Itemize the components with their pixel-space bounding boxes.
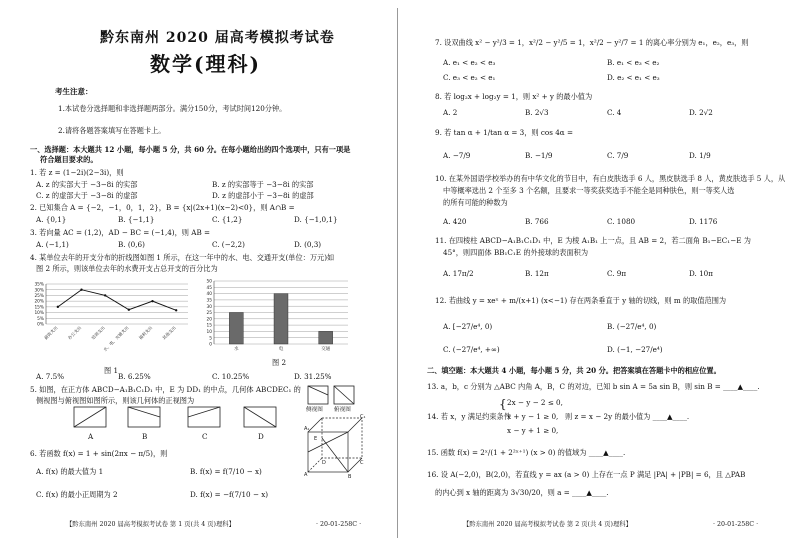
right-footer: 【黔东南州 2020 届高考模拟考试卷 第 2 页(共 4 页)理科】 [463, 521, 632, 528]
q3-option-d: D. (0,3) [294, 240, 322, 249]
y-tick-label: 30% [34, 288, 44, 294]
q11-option-d: D. 10π [689, 269, 713, 278]
q5-option-a: A [88, 432, 94, 441]
q2-option-b: B. {−1,1} [118, 215, 155, 224]
bar [274, 294, 288, 344]
q7-option-c: C. e₃ < e₂ < e₁ [443, 73, 496, 82]
y-tick-label: 15% [34, 305, 44, 311]
y-tick-label: 10 [206, 330, 212, 335]
q12-option-b: B. (−27/e⁴, 0) [607, 322, 657, 331]
x-tick-label: 交通 [321, 347, 331, 352]
constraint-2: x + y − 1 ≥ 0, [507, 412, 559, 421]
q6-option-b: B. f(x) = f(7/10 − x) [190, 467, 262, 476]
question-15: 15. 函数 f(x) = 2ˣ/(1 + 2²ˣ⁺¹) (x > 0) 的值域为 ____▲____. [427, 448, 626, 457]
q11-option-a: A. 17π/2 [443, 269, 474, 278]
q8-option-c: C. 4 [607, 108, 622, 117]
svg-text:B: B [348, 474, 352, 480]
exam-subject: 数学(理科) [150, 52, 261, 76]
data-point [80, 289, 82, 291]
cube-figure [304, 414, 368, 480]
q3-option-b: B. (0,6) [118, 240, 145, 249]
q9-option-c: C. 7/9 [607, 151, 629, 160]
q3-option-a: A. (−1,1) [36, 240, 69, 249]
left-footer-code: · 20-01-258C · [316, 521, 362, 528]
question-8: 8. 若 log₂x + log₂y = 1，则 x² + y 的最小值为 [435, 92, 593, 101]
expense-line-chart [28, 280, 198, 376]
q12-option-d: D. (−1, −27/e⁴) [607, 345, 663, 354]
question-5-cont: 侧视图与俯视图如图所示，则该几何体的正视图为 [36, 396, 195, 405]
svg-text:C: C [360, 460, 364, 466]
section-1-heading-cont: 符合题目要求的。 [40, 155, 98, 164]
y-tick-label: 50 [206, 279, 212, 285]
q1-option-a: A. z 的实部大于 −3−8i 的实部 [36, 180, 138, 189]
right-footer-code: · 20-01-258C · [713, 521, 759, 528]
q6-option-d: D. f(x) = −f(7/10 − x) [190, 490, 269, 499]
side-view-label: 侧视图 [306, 407, 323, 413]
constraint-1: 2x − y − 2 ≤ 0, [507, 398, 563, 407]
y-tick-label: 5 [209, 336, 212, 342]
y-tick-label: 25 [206, 311, 212, 317]
x-tick-label: 培训支出 [90, 325, 106, 341]
y-tick-label: 35% [34, 282, 44, 288]
q10-option-d: D. 1176 [689, 217, 718, 226]
data-point [104, 294, 106, 296]
x-tick-label: 办公支出 [66, 325, 83, 341]
y-tick-label: 20 [206, 317, 212, 323]
q5-option-b: B [142, 432, 148, 441]
data-point [57, 306, 59, 308]
right-page [397, 0, 794, 547]
question-10-cont: 中等概率选出 2 个至多 3 个名额，且要求一等奖获奖选手不能全是同种肤色，则一等奖人选 [443, 186, 735, 195]
q7-option-d: D. e₂ < e₁ < e₃ [607, 73, 660, 82]
y-tick-label: 20% [34, 299, 44, 305]
q11-option-b: B. 12π [525, 269, 549, 278]
question-4-cont: 图 2 所示，则该单位去年的水费开支占总开支的百分比为 [36, 264, 218, 273]
question-2: 2. 已知集合 A = {−2，−1，0，1，2}，B = {x|(2x+1)(x−2)<0}，则 A∩B = [30, 203, 295, 212]
y-tick-label: 0 [209, 342, 212, 348]
y-tick-label: 40 [206, 292, 212, 298]
q12-option-a: A. [−27/e⁴, 0) [443, 322, 493, 331]
q5-option-c: C [202, 432, 208, 441]
data-point [128, 309, 130, 311]
q7-option-b: B. e₁ < e₃ < e₂ [607, 58, 660, 67]
svg-text:D: D [322, 460, 326, 466]
x-tick-label: 水 [234, 347, 239, 352]
y-tick-label: 30 [206, 304, 212, 310]
question-9: 9. 若 tan α + 1/tan α = 3，则 cos 4α = [435, 128, 573, 137]
section-2-heading: 二、填空题：本大题共 4 小题，每小题 5 分，共 20 分。把答案填在答题卡中的相应位置。 [427, 366, 721, 375]
constraint-brace: { [499, 397, 507, 411]
q5-option-d: D [258, 432, 264, 441]
question-12: 12. 若曲线 y = xeˣ + m/(x+1) (x<−1) 存在两条垂直于 y 轴的切线，则 m 的取值范围为 [435, 296, 727, 305]
q10-option-a: A. 420 [443, 217, 467, 226]
figure-2-label: 图 2 [272, 358, 287, 367]
question-11-cont: 45°，则四面体 BB₁C₁E 的外接球的表面积为 [443, 248, 589, 257]
q6-option-a: A. f(x) 的最大值为 1 [36, 467, 104, 476]
y-tick-label: 0% [37, 322, 44, 328]
q1-option-b: B. z 的实部等于 −3−8i 的实部 [212, 180, 314, 189]
q1-option-d: D. z 的虚部小于 −3−8i 的虚部 [212, 191, 314, 200]
question-5: 5. 如图，在正方体 ABCD−A₁B₁C₁D₁ 中，E 为 DD₁ 的中点，几何体 ABCDEC₁ 的 [30, 385, 301, 394]
q1-option-c: C. z 的虚部大于 −3−8i 的虚部 [36, 191, 138, 200]
data-point [151, 300, 153, 302]
y-tick-label: 35 [206, 298, 212, 304]
top-view-label: 俯视图 [334, 407, 351, 413]
question-14: 14. 若 x，y 满足约束条件 [427, 412, 511, 421]
question-14-tail: 则 z = x − 2y 的最小值为 ____▲____. [565, 412, 690, 421]
q9-option-a: A. −7/9 [443, 151, 471, 160]
exam-title: 黔东南州 2020 届高考模拟考试卷 [100, 30, 335, 46]
notice-1: 1.本试卷分选择题和非选择题两部分。满分150分，考试时间120分钟。 [58, 104, 287, 113]
notice-heading: 考生注意： [55, 87, 93, 96]
q4-option-c: C. 10.25% [212, 372, 250, 381]
q11-option-c: C. 9π [607, 269, 627, 278]
x-tick-label: 薪资支出 [43, 325, 59, 341]
svg-text:E: E [314, 436, 318, 442]
y-tick-label: 5% [37, 316, 44, 322]
q9-option-b: B. −1/9 [525, 151, 553, 160]
series-line [58, 290, 176, 311]
q8-option-a: A. 2 [443, 108, 458, 117]
q8-option-b: B. 2√3 [525, 108, 549, 117]
constraint-3: x − y + 1 ≥ 0, [507, 426, 559, 435]
section-1-heading: 一、选择题：本大题共 12 小题，每小题 5 分，共 60 分。在每小题给出的四个选项中，只有一项是 [30, 145, 351, 154]
question-13: 13. a，b，c 分别为 △ABC 内角 A，B，C 的对边，已知 b sin A = 5a sin B，则 sin B = ____▲____. [427, 382, 760, 391]
question-10-cont2: 的所有可能的种数为 [443, 198, 508, 207]
q6-option-c: C. f(x) 的最小正周期为 2 [36, 490, 118, 499]
question-1: 1. 若 z = (1−2i)(2−3i)，则 [30, 168, 124, 177]
svg-text:A: A [304, 472, 308, 478]
y-tick-label: 10% [34, 311, 44, 317]
notice-2: 2.请将各题答案填写在答题卡上。 [58, 126, 166, 135]
y-tick-label: 15 [206, 323, 212, 329]
q3-option-c: C. (−2,2) [212, 240, 245, 249]
q9-option-d: D. 1/9 [689, 151, 711, 160]
y-tick-label: 25% [34, 294, 44, 300]
q7-option-a: A. e₁ < e₂ < e₃ [443, 58, 496, 67]
x-tick-label: 福利支出 [137, 325, 154, 341]
question-3: 3. 若向量 AC = (1,2)，AD − BC = (−1,4)，则 AB = [30, 228, 211, 237]
question-7: 7. 设双曲线 x² − y²/3 = 1，x²/2 − y²/5 = 1，x²/2 − y²/7 = 1 的离心率分别为 e₁，e₂，e₃，则 [435, 38, 749, 47]
q8-option-d: D. 2√2 [689, 108, 713, 117]
q4-option-d: D. 31.25% [294, 372, 332, 381]
question-11: 11. 在四棱柱 ABCD−A₁B₁C₁D₁ 中，E 为棱 A₁B₁ 上一点，且 AB = 2，若二面角 B₁−EC₁−E 为 [435, 236, 751, 245]
q4-option-a: A. 7.5% [36, 372, 65, 381]
data-point [175, 309, 177, 311]
y-tick-label: 45 [206, 285, 212, 291]
side-view-figure [306, 385, 356, 407]
figure-1-label: 图 1 [104, 366, 119, 375]
question-16-cont: 的内心到 x 轴的距离为 3√30/20，则 a = ____▲____. [435, 488, 609, 497]
question-16: 16. 设 A(−2,0)，B(2,0)，若直线 y = ax (a > 0) 上存在一点 P 满足 |PA| + |PB| = 6，且 △PAB [427, 470, 746, 479]
q2-option-d: D. {−1,0,1} [294, 215, 338, 224]
q2-option-c: C. {1,2} [212, 215, 243, 224]
question-6: 6. 若函数 f(x) = 1 + sin(2πx − π/5)，则 [30, 449, 168, 458]
bar [229, 313, 243, 345]
question-4: 4. 某单位去年的开支分布的折线图如图 1 所示，在这一年中的水、电、交通开支(单位：万元)如 [30, 253, 335, 262]
bar [319, 331, 333, 344]
front-view-options-figure [72, 405, 302, 431]
svg-text:C₁: C₁ [360, 414, 366, 420]
q4-option-b: B. 6.25% [118, 372, 151, 381]
q10-option-c: C. 1080 [607, 217, 636, 226]
q12-option-c: C. (−27/e⁴, +∞) [443, 345, 500, 354]
utility-bar-chart [202, 278, 352, 358]
q2-option-a: A. {0,1} [36, 215, 67, 224]
svg-text:A₁: A₁ [304, 426, 310, 432]
x-tick-label: 水、电、交通支出 [102, 325, 130, 353]
x-tick-label: 其他支出 [161, 325, 177, 341]
left-footer: 【黔东南州 2020 届高考模拟考试卷 第 1 页(共 4 页)理科】 [66, 521, 235, 528]
x-tick-label: 电 [278, 347, 284, 352]
question-10: 10. 在某外国语学校举办的有中华文化的节目中，有白皮肤选手 6 人，黑皮肤选手 8 人，黄皮肤选手 5 人，从 [435, 174, 786, 183]
q10-option-b: B. 766 [525, 217, 549, 226]
